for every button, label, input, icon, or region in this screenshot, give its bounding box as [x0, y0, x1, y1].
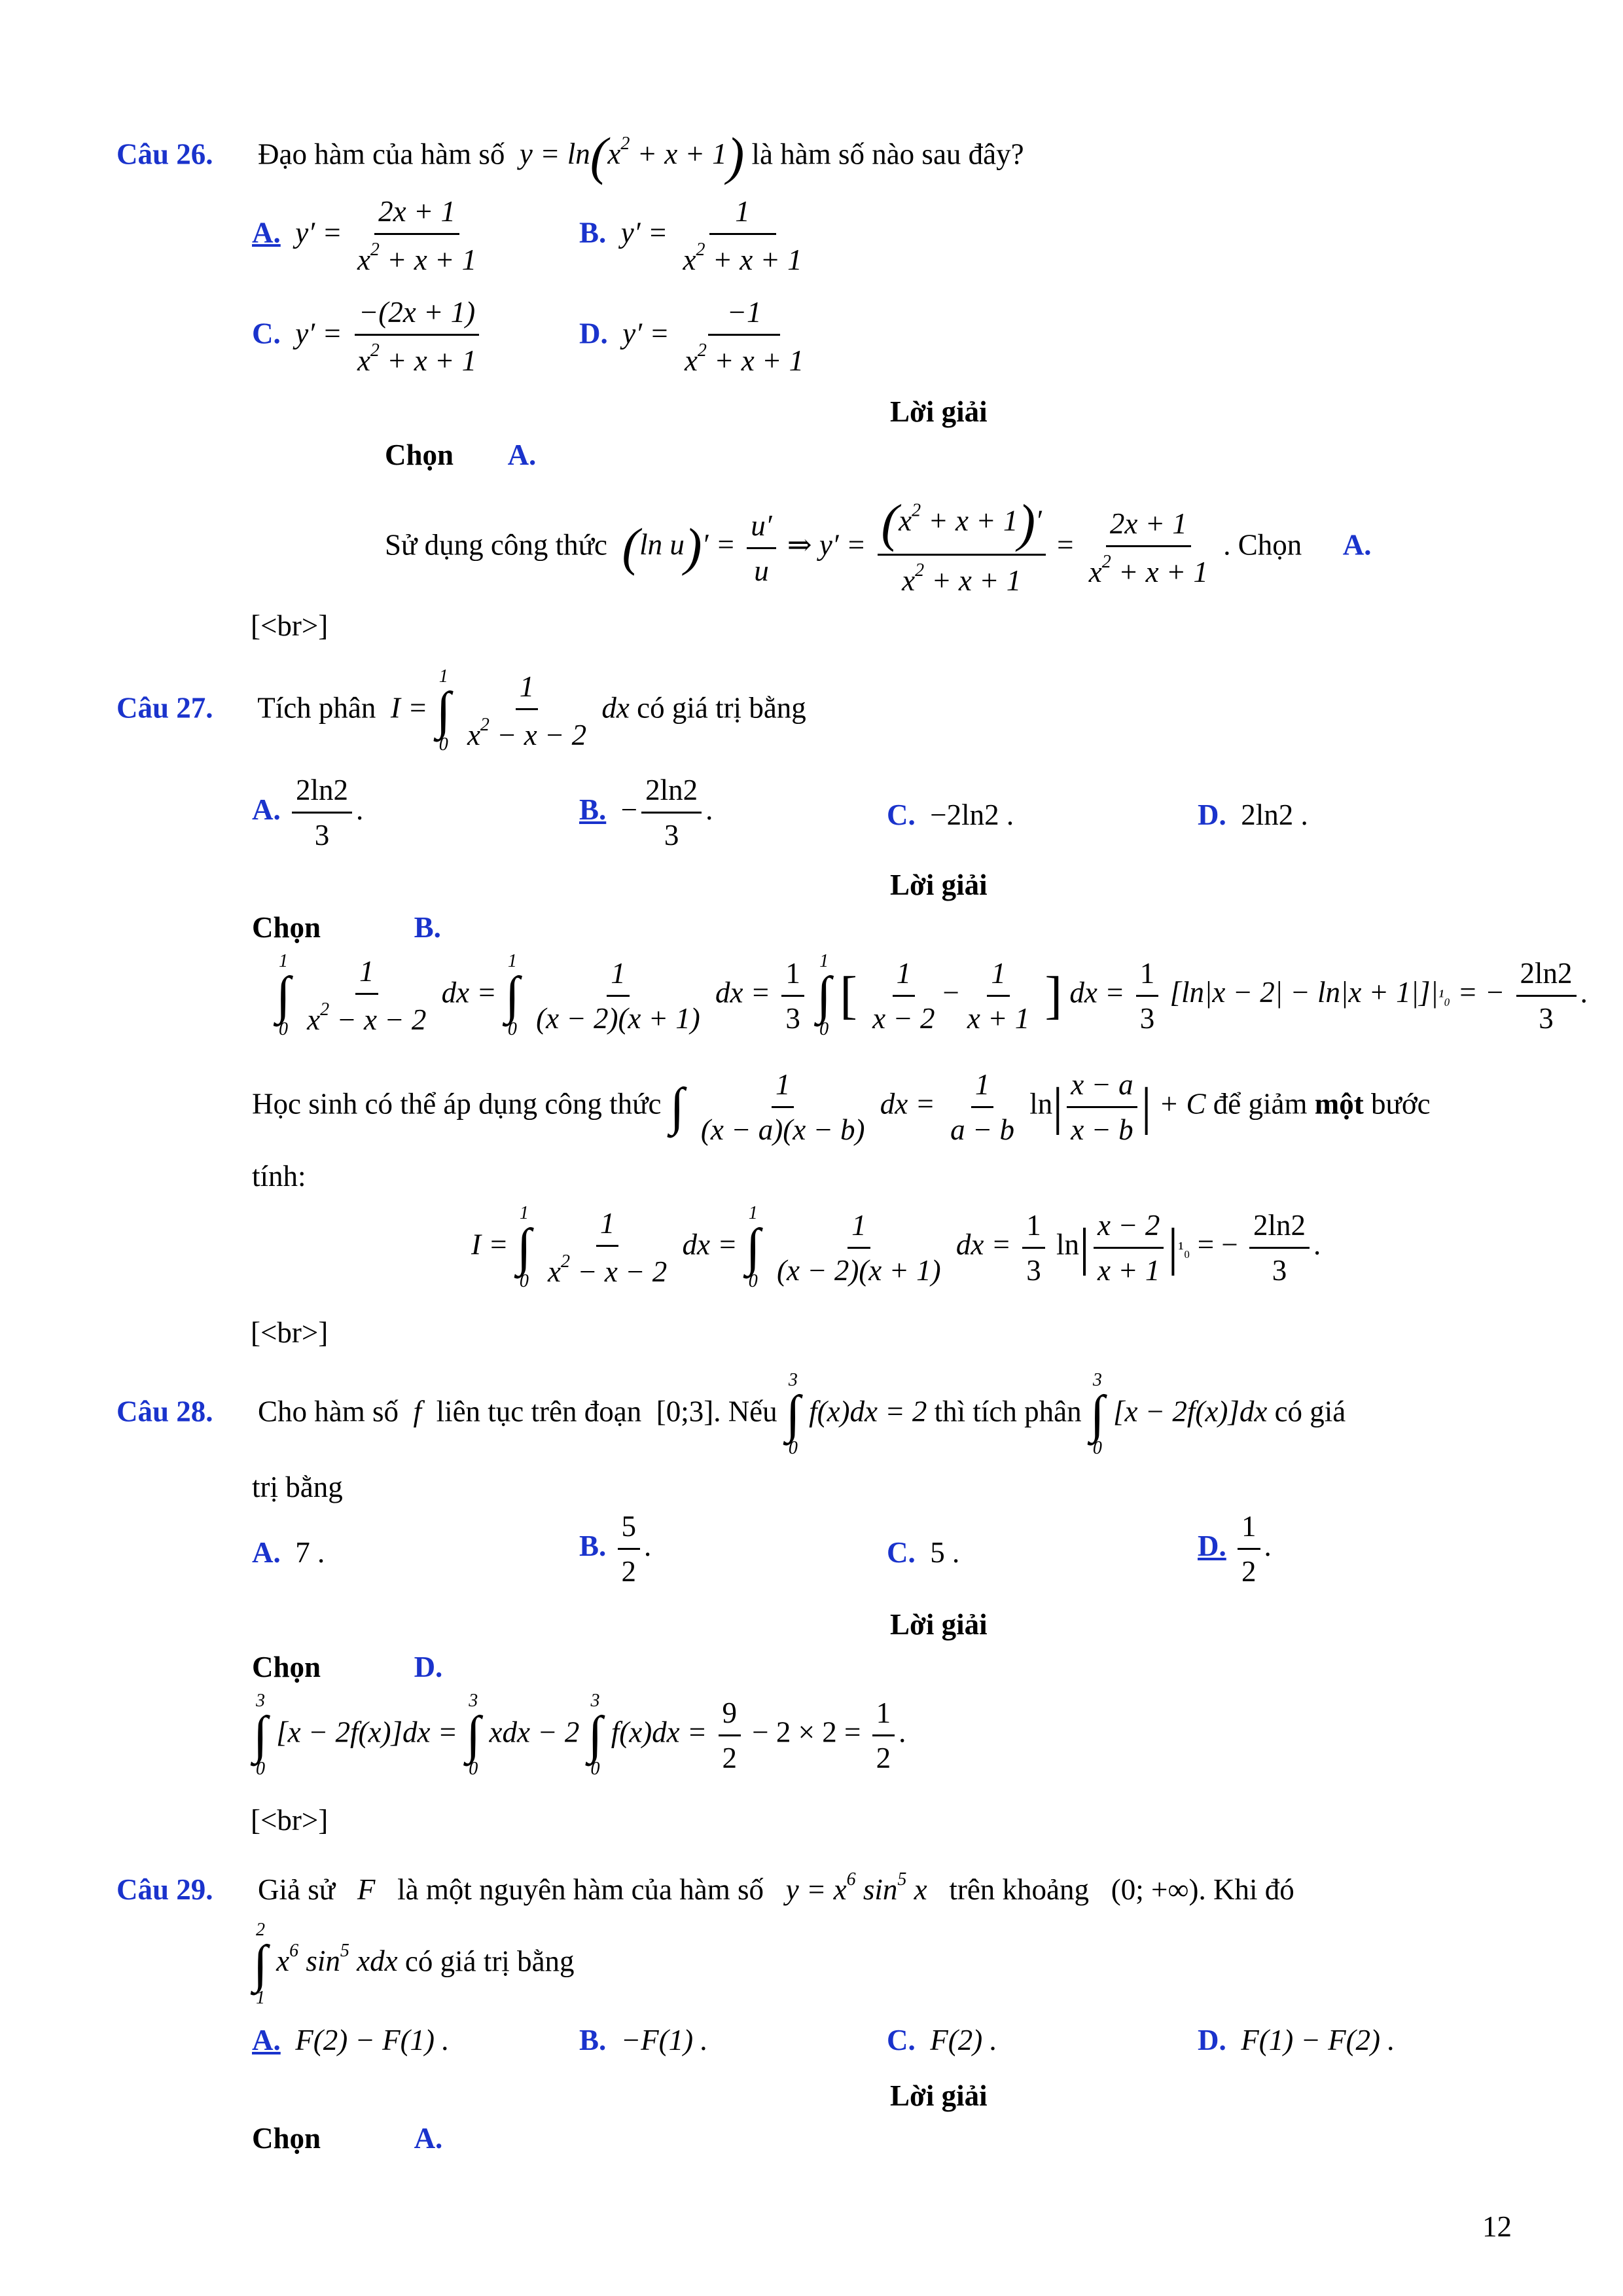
q26-chon: Chọn: [385, 439, 454, 471]
q28-option-b-letter: B.: [579, 1529, 607, 1562]
q28-solution-line: 3 ∫ 0 [x − 2f(x)]dx = 3 ∫ 0 xdx − 2 3 ∫ 0 f(x)dx = $\frac{9}{2}$ − 2 × 2 = $\frac{1}{2}$ .: [253, 1691, 906, 1779]
q28-answer-letter: D.: [414, 1651, 443, 1683]
q26-stem: [116, 128, 1024, 186]
q29-option-b[interactable]: B. −F(1) .: [579, 2024, 708, 2056]
q29-option-c-letter: C.: [887, 2024, 916, 2056]
q29-solution-heading: Lời giải: [890, 2079, 988, 2112]
q27-option-b-letter: B.: [579, 793, 607, 826]
q26-option-c-letter: C.: [252, 317, 281, 350]
q26-answer-letter: A.: [507, 439, 537, 471]
q26-formula-outro: . Chọn: [1223, 528, 1302, 562]
q27-solution-heading: Lời giải: [890, 869, 988, 901]
q26-option-c[interactable]: C. y′ = $\frac{-(2x + 1)}{x^2 + x + 1}$: [252, 295, 484, 378]
q26-option-b-letter: B.: [579, 216, 607, 249]
q27-stem: Câu 27. Tích phân I = 1 ∫ 0 $\frac{1}{x^2 - x - 2}$ dx có giá trị bằng: [116, 666, 806, 755]
q29-option-c[interactable]: C. F(2) .: [887, 2024, 997, 2056]
q27-option-d-letter: D.: [1198, 798, 1226, 831]
q28-text-d: thì tích phân: [934, 1395, 1082, 1428]
q26-answer: [385, 437, 536, 473]
q29-option-d-letter: D.: [1198, 2024, 1226, 2056]
q27-tail: có giá trị bằng: [637, 691, 806, 725]
q27-note-line: Học sinh có thể áp dụng công thức ∫ $\frac{1}{(x - a)(x - b)}$ dx = $\frac{1}{a - b}$ ln| $\frac{x - a}{x - b}$ | + C để giảm một bước: [252, 1067, 1431, 1146]
br-tag-2: [<br>]: [251, 1316, 329, 1349]
q29-text-b: là một nguyên hàm của hàm số: [397, 1873, 764, 1906]
q29-option-d[interactable]: D. F(1) − F(2) .: [1198, 2024, 1395, 2056]
q29-chon: Chọn: [252, 2122, 321, 2155]
q27-option-b[interactable]: B. − $\frac{2\ln 2}{3}$ .: [579, 774, 713, 852]
q26-formula-line: Sử dụng công thức (ln u)′ = $\frac{u'}{u}$ ⇒ y′ = $\frac{(x^2 + x + 1)'}{x^2 + x + 1}$ = $\frac{2x + 1}{x^2 + x + 1}$ . Chọn A.: [385, 495, 1372, 597]
q26-solution-heading: Lời giải: [890, 395, 988, 428]
q27-note-post: để giảm: [1213, 1087, 1308, 1121]
q26-formula-answer: A.: [1342, 528, 1372, 562]
q27-answer-letter: B.: [414, 911, 441, 944]
q28-option-a[interactable]: A. 7 .: [252, 1536, 325, 1569]
q28-solution-heading: Lời giải: [890, 1608, 988, 1641]
q27-note-line2: tính:: [252, 1160, 306, 1193]
q27-note-pre: Học sinh có thể áp dụng công thức: [252, 1087, 662, 1121]
q27-solution-line1: 1 ∫ 0 $\frac{1}{x^2 - x - 2}$ dx = 1 ∫ 0 $\frac{1}{(x - 2)(x + 1)}$ dx = $\frac{1}{3}$ 1 ∫ 0 [ $\frac{1}{x - 2}$ − $\frac{1}{x + 1}$ ] dx = $\frac{1}{3}$ [ln|x − 2| − ln|x + 1|]|¹₀ = − $\frac{2\ln 2}{3}$ .: [276, 951, 1588, 1039]
q27-option-c-letter: C.: [887, 798, 916, 831]
q26-option-a[interactable]: A. y′ = $\frac{2x + 1}{x^2 + x + 1}$: [252, 195, 477, 276]
q26-tail: là hàm số nào sau đây?: [751, 137, 1024, 171]
q28-option-d[interactable]: D. $\frac{1}{2}$ .: [1198, 1510, 1272, 1588]
q26-option-b[interactable]: B. y′ = $\frac{1}{x^2 + x + 1}$: [579, 195, 802, 276]
q27-option-c[interactable]: C. −2ln2 .: [887, 798, 1014, 831]
q29-option-b-letter: B.: [579, 2024, 607, 2056]
q26-option-d[interactable]: D. y′ = $\frac{-1}{x^2 + x + 1}$: [579, 296, 804, 377]
page-number: 12: [1482, 2210, 1512, 2243]
q28-option-b[interactable]: B. $\frac{5}{2}$ .: [579, 1510, 652, 1588]
q29-option-a-letter: A.: [252, 2024, 281, 2056]
q29-option-a[interactable]: A. F(2) − F(1) .: [252, 2024, 450, 2056]
q28-answer: [252, 1649, 442, 1685]
q29-tail: có giá trị bằng: [404, 1945, 575, 1978]
q29-answer: [252, 2121, 442, 2156]
q28-text-b: liên tục trên đoạn: [436, 1395, 642, 1428]
q27-note-end: bước: [1370, 1087, 1431, 1121]
q27-option-d[interactable]: D. 2ln2 .: [1198, 798, 1308, 831]
q26-option-a-letter: A.: [252, 216, 281, 249]
q28-text-a: Cho hàm số: [258, 1395, 399, 1428]
q27-chon: Chọn: [252, 911, 321, 944]
q27-text: Tích phân: [257, 691, 376, 725]
q29-answer-letter: A.: [414, 2122, 443, 2155]
q29-label: Câu 29.: [116, 1873, 213, 1906]
q26-label: Câu 26.: [116, 137, 213, 171]
q27-option-a[interactable]: A. $\frac{2\ln 2}{3}$ .: [252, 774, 364, 852]
q26-text: Đạo hàm của hàm số: [258, 137, 505, 171]
q28-chon: Chọn: [252, 1651, 321, 1683]
q27-label: Câu 27.: [116, 691, 213, 725]
q29-stem: Câu 29. Giả sử F là một nguyên hàm của hàm số $y = x^6$ $\sin^5 x$ trên khoảng (0; +∞). Khi đó: [116, 1869, 1294, 1906]
q28-option-c-letter: C.: [887, 1536, 916, 1569]
q26-formula-intro: Sử dụng công thức: [385, 528, 608, 562]
br-tag-3: [<br>]: [251, 1804, 329, 1837]
integral-sign: 1 ∫ 0: [436, 666, 451, 755]
q28-option-d-letter: D.: [1198, 1529, 1226, 1562]
q28-label: Câu 28.: [116, 1395, 213, 1428]
q27-option-a-letter: A.: [252, 793, 281, 826]
q28-text-line2: trị bằng: [252, 1471, 343, 1503]
q29-text-d: . Khi đó: [1198, 1873, 1294, 1906]
q27-note-bold: một: [1314, 1087, 1364, 1121]
q29-integral-line: 2 ∫ 1 $x^6$ $\sin^5$ xdx có giá trị bằng: [253, 1920, 575, 2008]
q28-text-c: . Nếu: [713, 1395, 777, 1428]
q28-option-c[interactable]: C. 5 .: [887, 1536, 960, 1569]
q29-text-a: Giả sử: [258, 1873, 336, 1906]
q29-text-c: trên khoảng: [949, 1873, 1090, 1906]
br-tag-1: [<br>]: [251, 609, 329, 642]
q26-option-d-letter: D.: [579, 317, 608, 350]
q28-stem: Câu 28. Cho hàm số f liên tục trên đoạn [0;3]. Nếu 3 ∫ 0 f(x)dx = 2 thì tích phân 3 ∫ 0 [x − 2f(x)]dx có giá: [116, 1370, 1346, 1458]
q26-func: $y = \ln(x^2 + x + 1)$: [512, 128, 745, 186]
q27-answer: [252, 910, 441, 945]
q27-solution-line2: I = 1 ∫ 0 $\frac{1}{x^2 - x - 2}$ dx = 1 ∫ 0 $\frac{1}{(x - 2)(x + 1)}$ dx = $\frac{1}{3}$ ln| $\frac{x - 2}{x + 1}$ |¹₀ = − $\frac{2\ln 2}{3}$ .: [471, 1203, 1321, 1291]
q28-option-a-letter: A.: [252, 1536, 281, 1569]
q28-text-e: có giá: [1274, 1395, 1346, 1428]
